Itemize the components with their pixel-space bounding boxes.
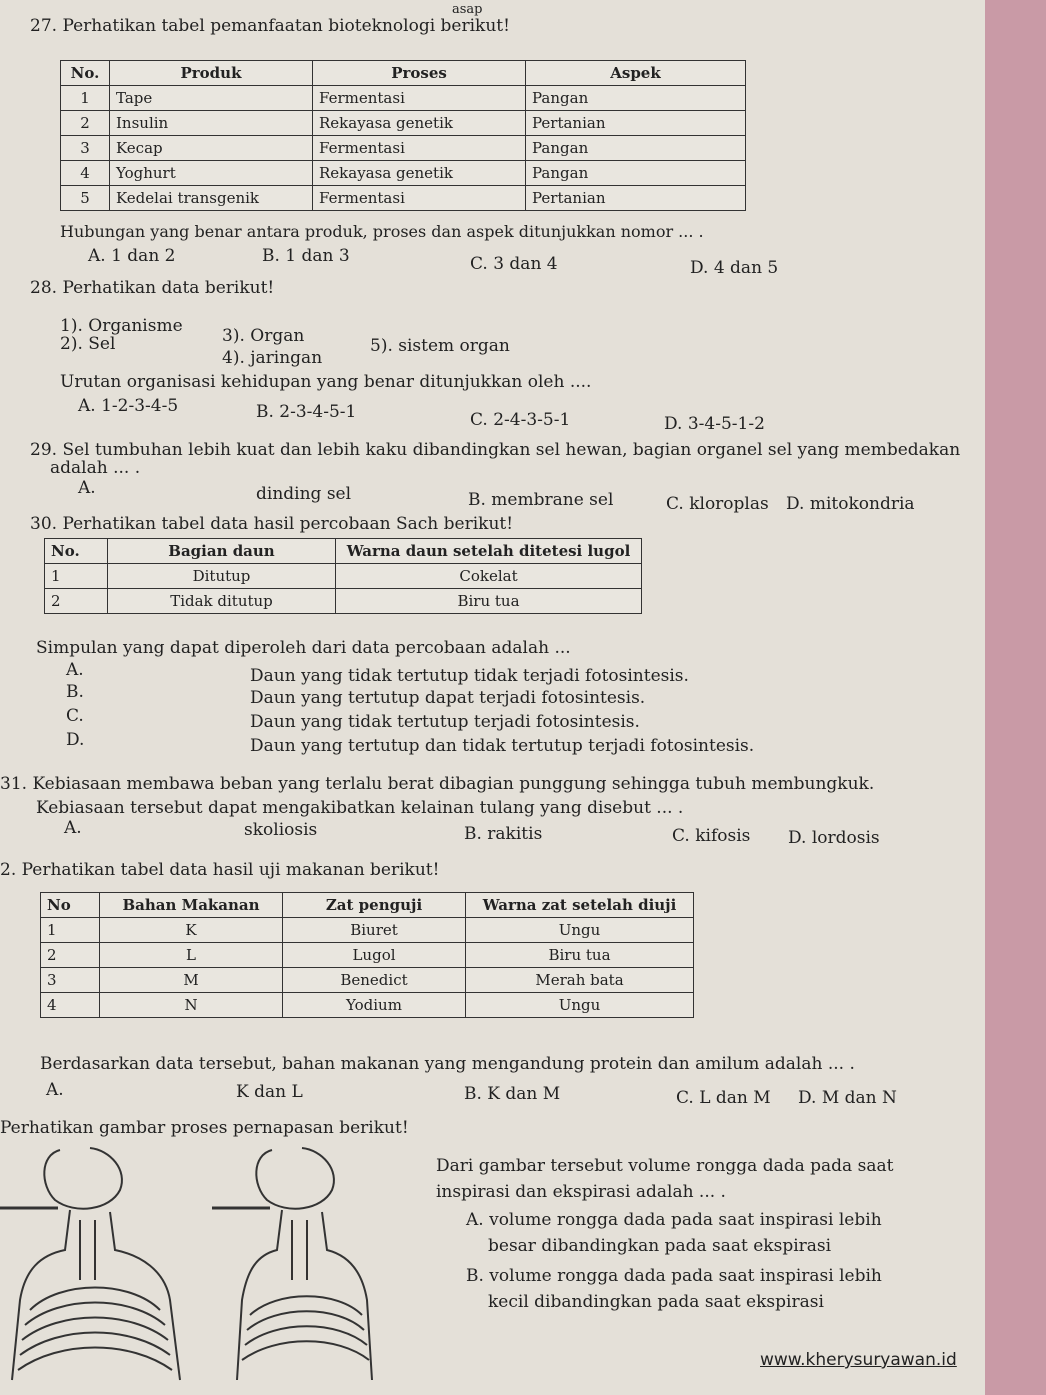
q29-option-a-letter[interactable]: A. [78, 478, 96, 498]
q31-option-a-text[interactable]: skoliosis [244, 820, 318, 840]
cell: K [100, 918, 283, 943]
table-row [61, 136, 746, 161]
cell: Cokelat [336, 564, 642, 589]
cell: 2 [45, 589, 108, 614]
col-warna-zat: Warna zat setelah diuji [466, 893, 694, 918]
q31-option-b[interactable]: B. rakitis [464, 824, 543, 844]
q31-option-c[interactable]: C. kifosis [672, 826, 751, 846]
cell: Tape [110, 86, 313, 111]
q28-option-c[interactable]: C. 2-4-3-5-1 [470, 410, 571, 430]
cell: 1 [61, 86, 110, 111]
q33-option-a-line1[interactable]: A. volume rongga dada pada saat inspirasi lebih [466, 1210, 882, 1230]
col-produk: Produk [110, 61, 313, 86]
cell: Pangan [526, 136, 746, 161]
q31-option-d[interactable]: D. lordosis [788, 828, 880, 848]
q30-option-b-letter[interactable]: B. [66, 682, 84, 702]
q28-item: 5). sistem organ [370, 336, 510, 356]
q32-table [40, 892, 694, 1018]
q27-option-c[interactable]: C. 3 dan 4 [470, 254, 558, 274]
cell: 2 [61, 111, 110, 136]
table-row [61, 111, 746, 136]
q30-question: Simpulan yang dapat diperoleh dari data percobaan adalah ... [36, 638, 571, 658]
q30-table [44, 538, 642, 614]
cell: 3 [61, 136, 110, 161]
cell: Biuret [283, 918, 466, 943]
table-header-row [41, 893, 694, 918]
table-row [41, 993, 694, 1018]
cell: Rekayasa genetik [313, 161, 526, 186]
q28-option-d[interactable]: D. 3-4-5-1-2 [664, 414, 765, 434]
q30-heading: 30. Perhatikan tabel data hasil percobaan Sach berikut! [30, 514, 514, 534]
cell: Merah bata [466, 968, 694, 993]
q27-option-b[interactable]: B. 1 dan 3 [262, 246, 350, 266]
col-warna-daun: Warna daun setelah ditetesi lugol [336, 539, 642, 564]
cell: Kedelai transgenik [110, 186, 313, 211]
q32-heading: 2. Perhatikan tabel data hasil uji makanan berikut! [0, 860, 440, 880]
q33-option-b-line1[interactable]: B. volume rongga dada pada saat inspirasi lebih [466, 1266, 882, 1286]
table-row [45, 589, 642, 614]
cell: 1 [41, 918, 100, 943]
cell: L [100, 943, 283, 968]
q28-option-a[interactable]: A. 1-2-3-4-5 [78, 396, 179, 416]
cell: 4 [61, 161, 110, 186]
q29-question-line2: adalah ... . [50, 458, 141, 478]
q31-question-line2: Kebiasaan tersebut dapat mengakibatkan kelainan tulang yang disebut ... . [36, 798, 684, 818]
q33-heading: Perhatikan gambar proses pernapasan berikut! [0, 1118, 409, 1138]
col-proses: Proses [313, 61, 526, 86]
cell: Fermentasi [313, 136, 526, 161]
q32-option-b[interactable]: B. K dan M [464, 1084, 561, 1104]
q27-heading: 27. Perhatikan tabel pemanfaatan bioteknologi berikut! [30, 16, 510, 36]
top-note: asap [452, 2, 483, 17]
q30-option-a-letter[interactable]: A. [66, 660, 84, 680]
table-header-row [61, 61, 746, 86]
q33-question-line1: Dari gambar tersebut volume rongga dada pada saat [436, 1156, 894, 1176]
q30-option-d-letter[interactable]: D. [66, 730, 85, 750]
q32-option-a-letter[interactable]: A. [46, 1080, 64, 1100]
col-no: No. [61, 61, 110, 86]
cell: 3 [41, 968, 100, 993]
q31-question-line1: 31. Kebiasaan membawa beban yang terlalu berat dibagian punggung sehingga tubuh membungkuk. [0, 774, 875, 794]
q30-option-b-text[interactable]: Daun yang tertutup dapat terjadi fotosintesis. [250, 688, 646, 708]
table-row [61, 161, 746, 186]
expiration-figure [212, 1140, 402, 1390]
q33-option-b-line2[interactable]: kecil dibandingkan pada saat ekspirasi [488, 1292, 824, 1312]
cell: Pangan [526, 86, 746, 111]
q27-table [60, 60, 746, 211]
cell: N [100, 993, 283, 1018]
cell: Tidak ditutup [108, 589, 336, 614]
q29-option-a-text[interactable]: dinding sel [256, 484, 352, 504]
table-row [41, 943, 694, 968]
q29-option-b[interactable]: B. membrane sel [468, 490, 614, 510]
q28-item: 2). Sel [60, 334, 116, 354]
q27-option-a[interactable]: A. 1 dan 2 [88, 246, 176, 266]
q28-heading: 28. Perhatikan data berikut! [30, 278, 275, 298]
q32-option-d[interactable]: D. M dan N [798, 1088, 897, 1108]
q31-option-a-letter[interactable]: A. [64, 818, 82, 838]
cell: Ungu [466, 993, 694, 1018]
cell: Pertanian [526, 186, 746, 211]
q33-question-line2: inspirasi dan ekspirasi adalah ... . [436, 1182, 726, 1202]
col-aspek: Aspek [526, 61, 746, 86]
col-bagian-daun: Bagian daun [108, 539, 336, 564]
cell: Kecap [110, 136, 313, 161]
cell: Biru tua [336, 589, 642, 614]
q30-option-c-letter[interactable]: C. [66, 706, 84, 726]
table-row [41, 918, 694, 943]
q28-item: 4). jaringan [222, 348, 323, 368]
cell: Pangan [526, 161, 746, 186]
background-fabric [985, 0, 1046, 1395]
table-header-row [45, 539, 642, 564]
cell: 2 [41, 943, 100, 968]
q29-option-c[interactable]: C. kloroplas [666, 494, 769, 514]
q32-option-c[interactable]: C. L dan M [676, 1088, 771, 1108]
q32-option-a-text[interactable]: K dan L [236, 1082, 303, 1102]
cell: M [100, 968, 283, 993]
q28-option-b[interactable]: B. 2-3-4-5-1 [256, 402, 357, 422]
q30-option-d-text[interactable]: Daun yang tertutup dan tidak tertutup terjadi fotosintesis. [250, 736, 755, 756]
cell: Benedict [283, 968, 466, 993]
q30-option-a-text[interactable]: Daun yang tidak tertutup tidak terjadi fotosintesis. [250, 666, 689, 686]
q28-item: 1). Organisme [60, 316, 183, 336]
cell: Biru tua [466, 943, 694, 968]
q28-question: Urutan organisasi kehidupan yang benar ditunjukkan oleh .... [60, 372, 592, 392]
inspiration-figure [0, 1140, 210, 1390]
table-row [61, 86, 746, 111]
col-no: No. [45, 539, 108, 564]
cell: Ditutup [108, 564, 336, 589]
cell: Insulin [110, 111, 313, 136]
table-row [45, 564, 642, 589]
watermark-url: www.kherysuryawan.id [760, 1350, 957, 1370]
col-bahan-makanan: Bahan Makanan [100, 893, 283, 918]
table-row [41, 968, 694, 993]
cell: Lugol [283, 943, 466, 968]
q33-option-a-line2[interactable]: besar dibandingkan pada saat ekspirasi [488, 1236, 832, 1256]
cell: Rekayasa genetik [313, 111, 526, 136]
cell: Fermentasi [313, 186, 526, 211]
q29-option-d[interactable]: D. mitokondria [786, 494, 915, 514]
q29-question-line1: 29. Sel tumbuhan lebih kuat dan lebih kaku dibandingkan sel hewan, bagian organel sel yang membedakan [30, 440, 961, 460]
cell: 4 [41, 993, 100, 1018]
col-no: No [41, 893, 100, 918]
cell: 5 [61, 186, 110, 211]
q27-option-d[interactable]: D. 4 dan 5 [690, 258, 779, 278]
cell: Yodium [283, 993, 466, 1018]
col-zat-penguji: Zat penguji [283, 893, 466, 918]
cell: Yoghurt [110, 161, 313, 186]
table-row [61, 186, 746, 211]
cell: Pertanian [526, 111, 746, 136]
cell: Ungu [466, 918, 694, 943]
q27-question: Hubungan yang benar antara produk, proses dan aspek ditunjukkan nomor ... . [60, 222, 704, 241]
q28-item: 3). Organ [222, 326, 305, 346]
cell: Fermentasi [313, 86, 526, 111]
q30-option-c-text[interactable]: Daun yang tidak tertutup terjadi fotosintesis. [250, 712, 640, 732]
cell: 1 [45, 564, 108, 589]
q32-question: Berdasarkan data tersebut, bahan makanan yang mengandung protein dan amilum adalah ... . [40, 1054, 855, 1074]
